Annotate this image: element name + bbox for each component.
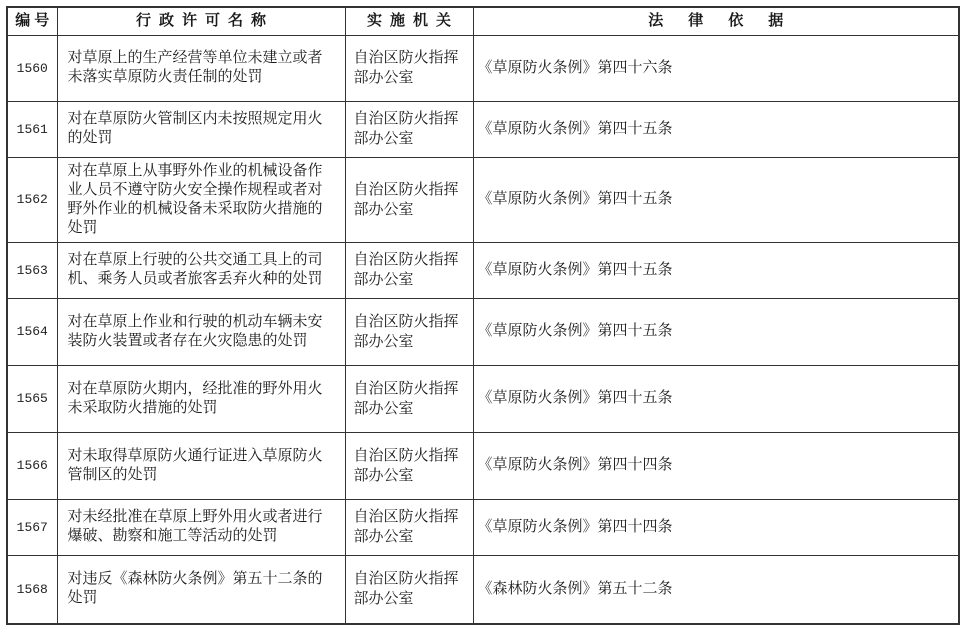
col-header-name-label: 行政许可名称 [135, 12, 274, 29]
implementing-agency: 自治区防火指挥部办公室 [345, 432, 473, 499]
col-header-agency [345, 7, 473, 35]
table-row [7, 101, 959, 157]
legal-basis: 《森林防火条例》第五十二条 [473, 555, 959, 624]
implementing-agency: 自治区防火指挥部办公室 [345, 101, 473, 157]
permit-name: 对在草原防火管制区内未按照规定用火的处罚 [57, 101, 345, 157]
table-row [7, 242, 959, 298]
table-row [7, 365, 959, 432]
legal-basis: 《草原防火条例》第四十五条 [473, 242, 959, 298]
permit-name: 对在草原防火期内，经批准的野外用火未采取防火措施的处罚 [57, 365, 345, 432]
implementing-agency: 自治区防火指挥部办公室 [345, 35, 473, 101]
col-header-legal-label: 法律依据 [648, 12, 809, 29]
row-id: 1560 [7, 35, 57, 101]
administrative-permits-table [6, 6, 960, 625]
table-row [7, 432, 959, 499]
row-id: 1561 [7, 101, 57, 157]
header-row [7, 7, 959, 35]
table-row [7, 157, 959, 242]
row-id: 1565 [7, 365, 57, 432]
permit-name: 对未经批准在草原上野外用火或者进行爆破、勘察和施工等活动的处罚 [57, 499, 345, 555]
permit-name: 对草原上的生产经营等单位未建立或者未落实草原防火责任制的处罚 [57, 35, 345, 101]
permit-name: 对在草原上作业和行驶的机动车辆未安装防火装置或者存在火灾隐患的处罚 [57, 298, 345, 365]
legal-basis: 《草原防火条例》第四十五条 [473, 365, 959, 432]
table-row [7, 298, 959, 365]
row-id: 1567 [7, 499, 57, 555]
col-header-name [57, 7, 345, 35]
col-header-id-label: 编号 [15, 12, 54, 29]
legal-basis: 《草原防火条例》第四十六条 [473, 35, 959, 101]
legal-basis: 《草原防火条例》第四十五条 [473, 298, 959, 365]
table-row [7, 35, 959, 101]
row-id: 1564 [7, 298, 57, 365]
permit-name: 对在草原上从事野外作业的机械设备作业人员不遵守防火安全操作规程或者对野外作业的机械设备未采取防火措施的处罚 [57, 157, 345, 242]
legal-basis: 《草原防火条例》第四十五条 [473, 157, 959, 242]
implementing-agency: 自治区防火指挥部办公室 [345, 242, 473, 298]
col-header-agency-label: 实施机关 [366, 12, 459, 29]
row-id: 1568 [7, 555, 57, 624]
col-header-id [7, 7, 57, 35]
legal-basis: 《草原防火条例》第四十四条 [473, 499, 959, 555]
permit-name: 对在草原上行驶的公共交通工具上的司机、乘务人员或者旅客丢弃火种的处罚 [57, 242, 345, 298]
row-id: 1566 [7, 432, 57, 499]
permit-name: 对违反《森林防火条例》第五十二条的处罚 [57, 555, 345, 624]
implementing-agency: 自治区防火指挥部办公室 [345, 499, 473, 555]
col-header-legal [473, 7, 959, 35]
implementing-agency: 自治区防火指挥部办公室 [345, 298, 473, 365]
implementing-agency: 自治区防火指挥部办公室 [345, 365, 473, 432]
legal-basis: 《草原防火条例》第四十四条 [473, 432, 959, 499]
table-row [7, 499, 959, 555]
legal-basis: 《草原防火条例》第四十五条 [473, 101, 959, 157]
row-id: 1563 [7, 242, 57, 298]
table-row [7, 555, 959, 624]
row-id: 1562 [7, 157, 57, 242]
permit-name: 对未取得草原防火通行证进入草原防火管制区的处罚 [57, 432, 345, 499]
implementing-agency: 自治区防火指挥部办公室 [345, 157, 473, 242]
implementing-agency: 自治区防火指挥部办公室 [345, 555, 473, 624]
